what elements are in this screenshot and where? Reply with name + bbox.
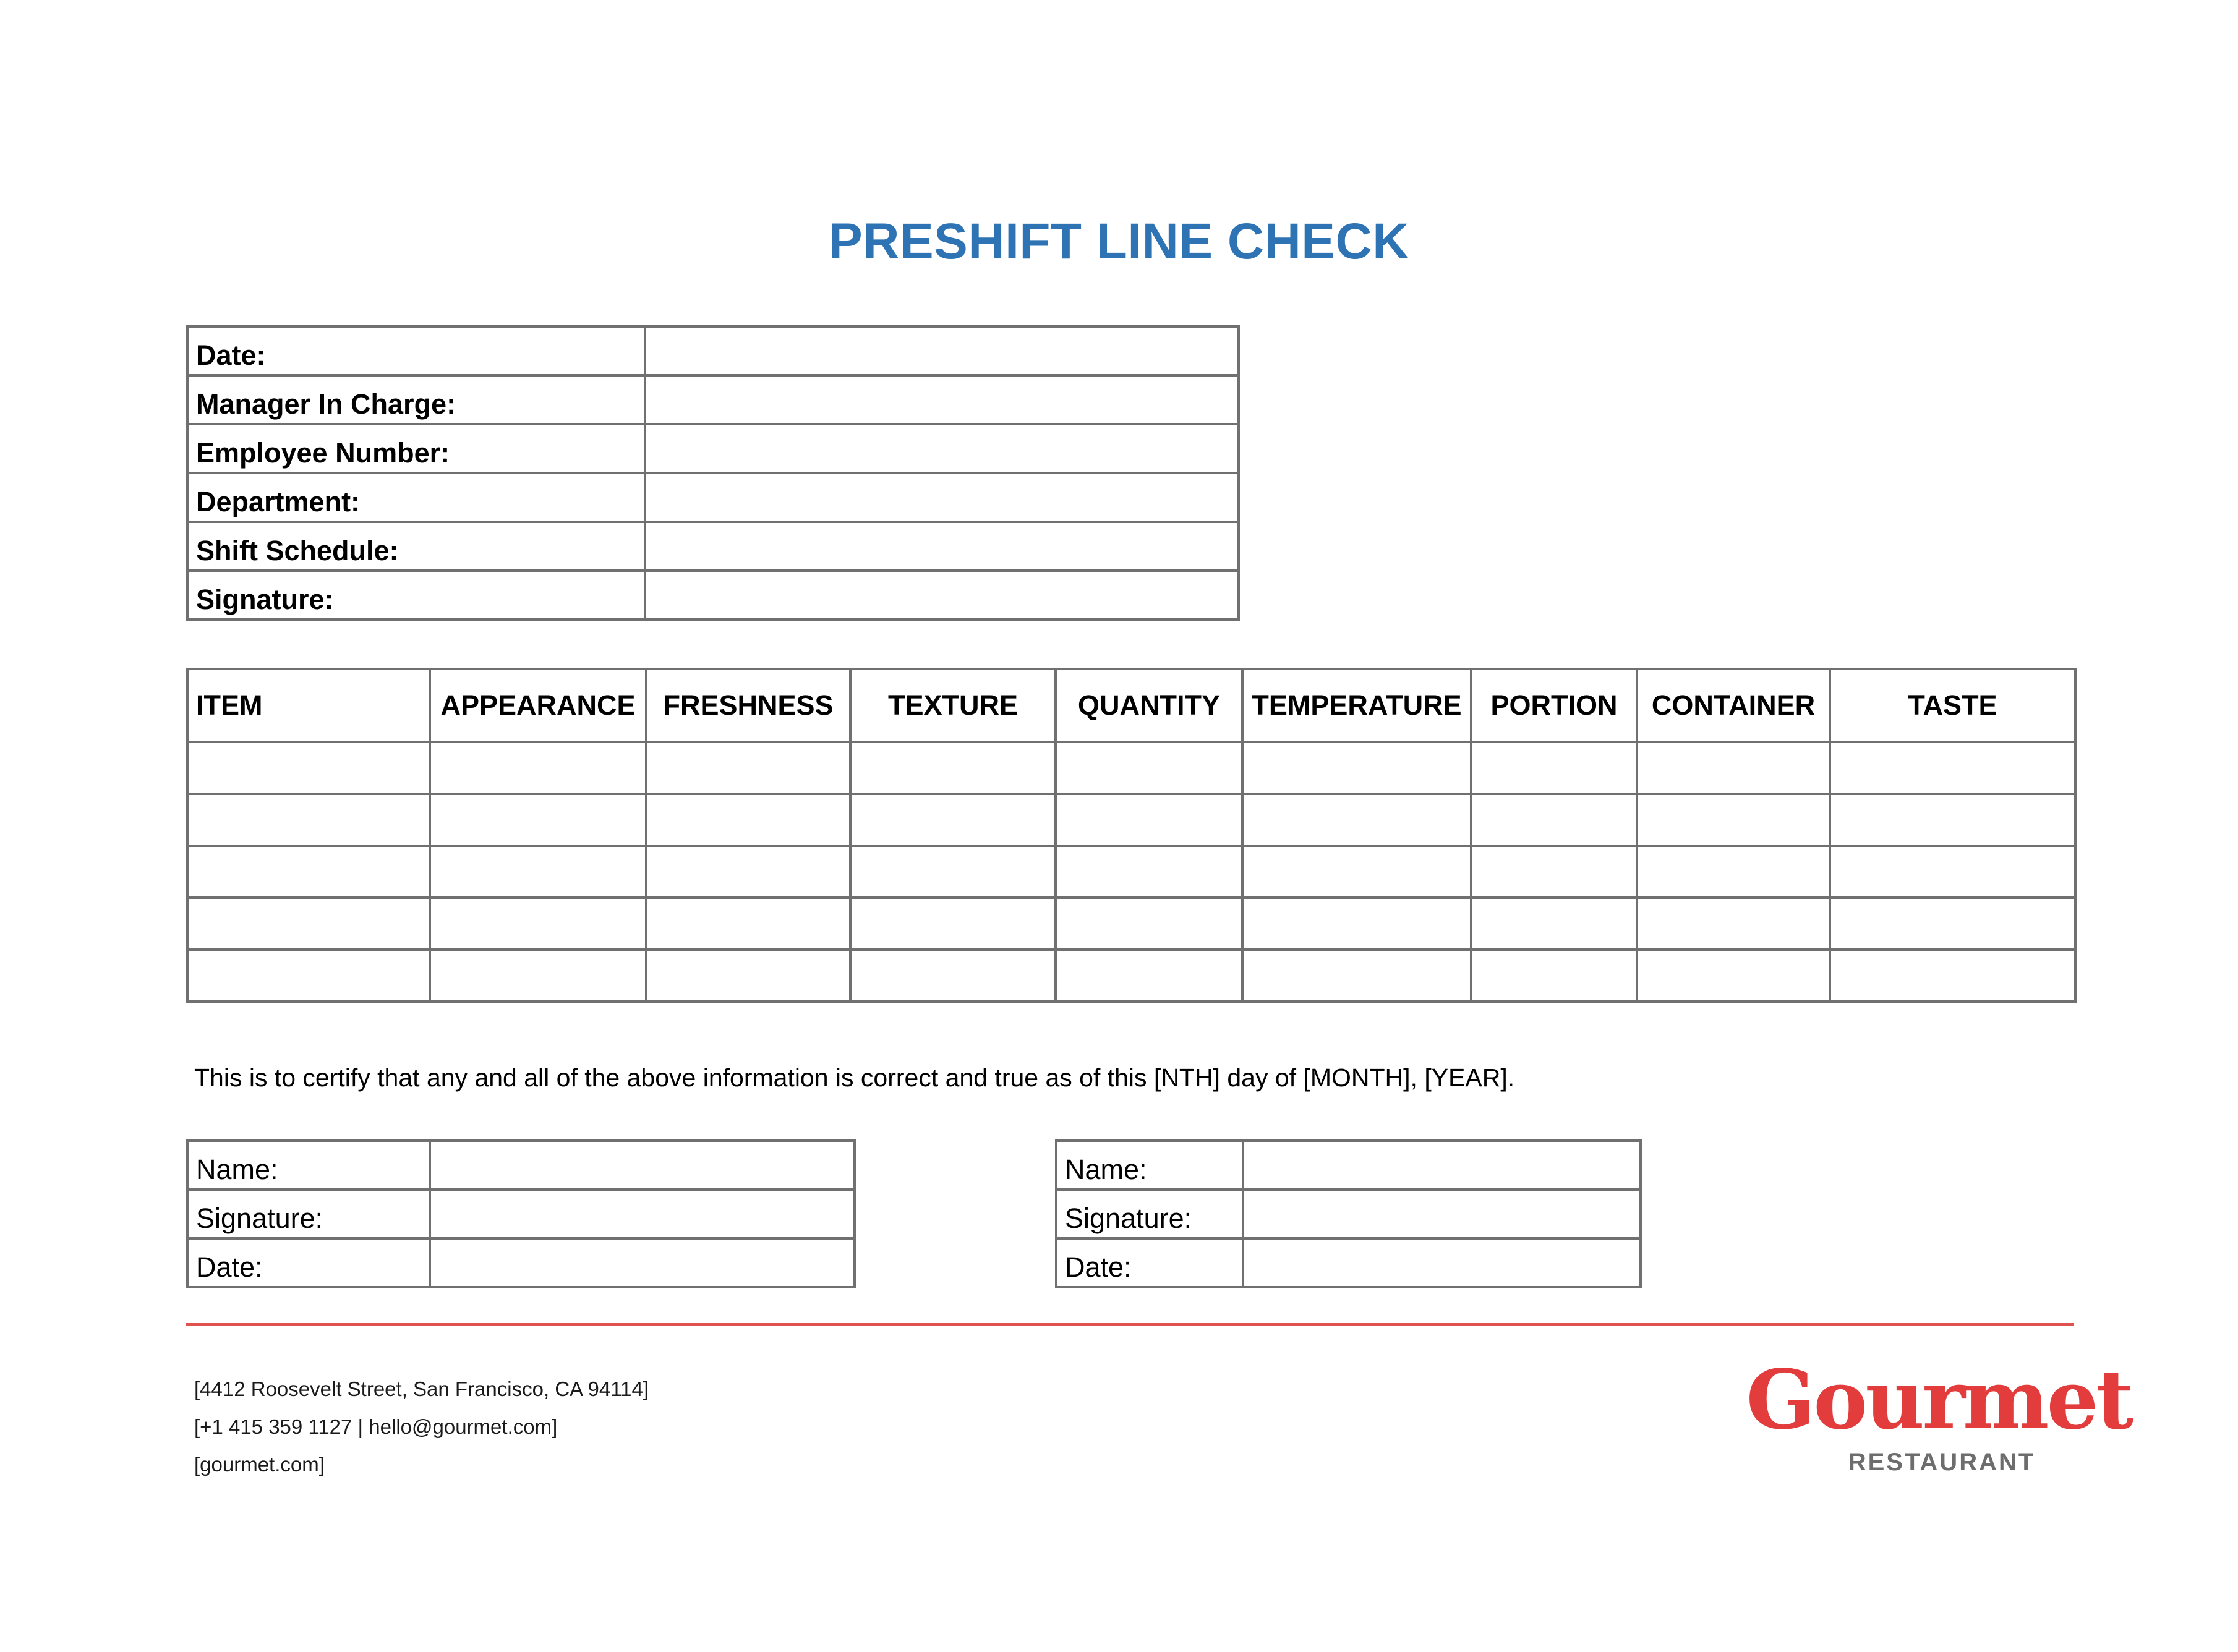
info-label: Employee Number: (187, 424, 645, 473)
table-cell-freshness[interactable] (646, 950, 850, 1002)
signoff-label: Signature: (1056, 1190, 1243, 1238)
shift-schedule-value-field[interactable] (645, 522, 1239, 571)
table-cell-item[interactable] (187, 794, 430, 846)
table-cell-taste[interactable] (1830, 794, 2075, 846)
table-cell-temperature[interactable] (1242, 794, 1471, 846)
table-cell-container[interactable] (1637, 950, 1830, 1002)
info-label: Signature: (187, 571, 645, 620)
info-row-department (187, 473, 1239, 522)
signoff-table-right (1055, 1139, 1642, 1288)
date-value-field[interactable] (645, 326, 1239, 375)
table-header-row (187, 669, 2075, 742)
table-cell-container[interactable] (1637, 742, 1830, 794)
table-cell-quantity[interactable] (1056, 950, 1242, 1002)
table-cell-container[interactable] (1637, 898, 1830, 950)
table-cell-portion[interactable] (1471, 794, 1637, 846)
table-cell-taste[interactable] (1830, 898, 2075, 950)
table-cell-item[interactable] (187, 950, 430, 1002)
table-cell-temperature[interactable] (1242, 742, 1471, 794)
signature-field[interactable] (430, 1190, 855, 1238)
table-cell-portion[interactable] (1471, 950, 1637, 1002)
table-cell-texture[interactable] (850, 794, 1056, 846)
table-row (187, 794, 2075, 846)
info-label: Shift Schedule: (187, 522, 645, 571)
table-cell-freshness[interactable] (646, 742, 850, 794)
column-header-temperature: TEMPERATURE (1242, 669, 1471, 742)
signoff-row-signature (187, 1190, 855, 1238)
table-row (187, 898, 2075, 950)
signoff-row-date (1056, 1238, 1641, 1287)
footer-website: [gourmet.com] (194, 1453, 325, 1476)
table-cell-appearance[interactable] (430, 950, 646, 1002)
logo-brand-text: Gourmet (1746, 1352, 2132, 1448)
employee-number-value-field[interactable] (645, 424, 1239, 473)
page-title: PRESHIFT LINE CHECK (829, 213, 1409, 270)
table-cell-freshness[interactable] (646, 846, 850, 898)
table-cell-quantity[interactable] (1056, 794, 1242, 846)
table-cell-appearance[interactable] (430, 742, 646, 794)
info-row-manager (187, 375, 1239, 424)
info-label: Department: (187, 473, 645, 522)
signoff-table-left (186, 1139, 856, 1288)
signoff-label: Name: (187, 1141, 430, 1190)
manager-value-field[interactable] (645, 375, 1239, 424)
table-cell-freshness[interactable] (646, 898, 850, 950)
table-cell-container[interactable] (1637, 794, 1830, 846)
table-cell-texture[interactable] (850, 742, 1056, 794)
signoff-row-date (187, 1238, 855, 1287)
column-header-appearance: APPEARANCE (430, 669, 646, 742)
table-cell-temperature[interactable] (1242, 898, 1471, 950)
table-cell-portion[interactable] (1471, 898, 1637, 950)
table-row (187, 950, 2075, 1002)
info-row-date (187, 326, 1239, 375)
table-cell-taste[interactable] (1830, 742, 2075, 794)
table-cell-portion[interactable] (1471, 846, 1637, 898)
table-cell-temperature[interactable] (1242, 950, 1471, 1002)
footer-address: [4412 Roosevelt Street, San Francisco, CA 94114] (194, 1377, 649, 1400)
name-field[interactable] (1243, 1141, 1641, 1190)
footer-divider (186, 1323, 2074, 1326)
department-value-field[interactable] (645, 473, 1239, 522)
table-cell-freshness[interactable] (646, 794, 850, 846)
info-row-shift-schedule (187, 522, 1239, 571)
name-field[interactable] (430, 1141, 855, 1190)
column-header-texture: TEXTURE (850, 669, 1056, 742)
line-check-table (186, 668, 2077, 1003)
table-cell-item[interactable] (187, 846, 430, 898)
table-cell-quantity[interactable] (1056, 742, 1242, 794)
gourmet-logo (1746, 1352, 2132, 1490)
date-field[interactable] (430, 1238, 855, 1287)
info-table (186, 325, 1240, 621)
signoff-row-signature (1056, 1190, 1641, 1238)
column-header-portion: PORTION (1471, 669, 1637, 742)
signoff-label: Name: (1056, 1141, 1243, 1190)
footer-contact: [+1 415 359 1127 | hello@gourmet.com] (194, 1415, 558, 1438)
table-cell-appearance[interactable] (430, 846, 646, 898)
table-cell-taste[interactable] (1830, 846, 2075, 898)
info-row-employee-number (187, 424, 1239, 473)
date-field[interactable] (1243, 1238, 1641, 1287)
table-row (187, 742, 2075, 794)
column-header-taste: TASTE (1830, 669, 2075, 742)
signoff-label: Date: (187, 1238, 430, 1287)
signature-field[interactable] (1243, 1190, 1641, 1238)
info-label: Manager In Charge: (187, 375, 645, 424)
column-header-container: CONTAINER (1637, 669, 1830, 742)
table-cell-quantity[interactable] (1056, 846, 1242, 898)
certification-statement: This is to certify that any and all of the above information is correct and true as of this [NTH] day of [MONTH], [YEAR]. (194, 1063, 1515, 1092)
table-cell-appearance[interactable] (430, 794, 646, 846)
signoff-label: Signature: (187, 1190, 430, 1238)
table-cell-temperature[interactable] (1242, 846, 1471, 898)
table-cell-quantity[interactable] (1056, 898, 1242, 950)
column-header-freshness: FRESHNESS (646, 669, 850, 742)
table-cell-texture[interactable] (850, 950, 1056, 1002)
table-cell-item[interactable] (187, 742, 430, 794)
column-header-quantity: QUANTITY (1056, 669, 1242, 742)
logo-tagline-text: RESTAURANT (1848, 1449, 2036, 1476)
table-cell-texture[interactable] (850, 898, 1056, 950)
signoff-label: Date: (1056, 1238, 1243, 1287)
table-cell-taste[interactable] (1830, 950, 2075, 1002)
info-label: Date: (187, 326, 645, 375)
signature-value-field[interactable] (645, 571, 1239, 620)
table-cell-portion[interactable] (1471, 742, 1637, 794)
table-cell-item[interactable] (187, 898, 430, 950)
table-row (187, 846, 2075, 898)
table-cell-texture[interactable] (850, 846, 1056, 898)
signoff-row-name (1056, 1141, 1641, 1190)
signoff-row-name (187, 1141, 855, 1190)
table-cell-appearance[interactable] (430, 898, 646, 950)
column-header-item: ITEM (187, 669, 430, 742)
info-row-signature (187, 571, 1239, 620)
table-cell-container[interactable] (1637, 846, 1830, 898)
